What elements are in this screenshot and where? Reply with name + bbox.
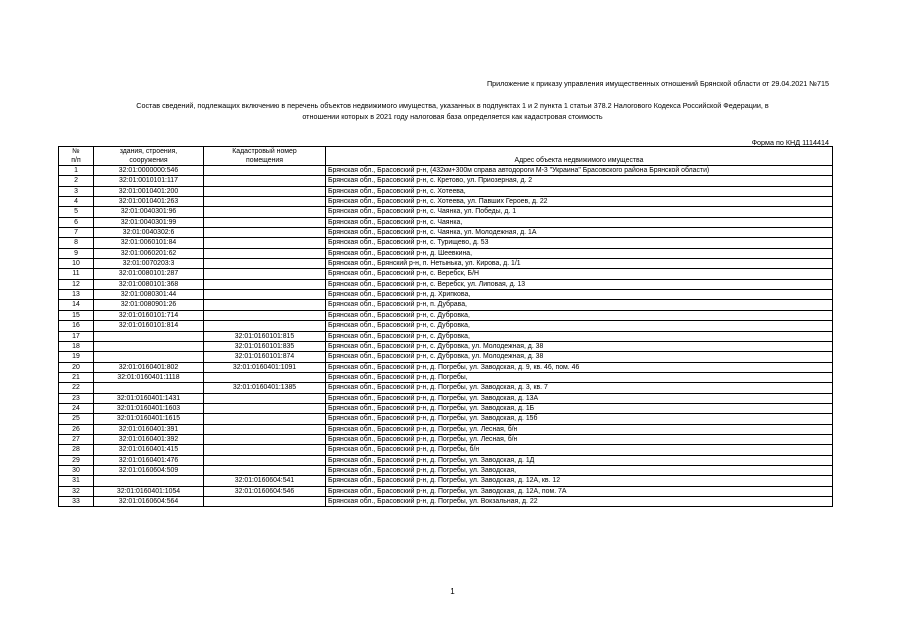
row-number-cell: 27 [59, 434, 94, 444]
premises-cadastral-cell [204, 393, 326, 403]
row-number-cell: 32 [59, 486, 94, 496]
row-number-cell: 23 [59, 393, 94, 403]
row-number-cell: 26 [59, 424, 94, 434]
table-row [59, 486, 833, 496]
premises-cadastral-cell: 32:01:0160401:1385 [204, 383, 326, 393]
table-row [59, 166, 833, 176]
document-title-line-2: отношении которых в 2021 году налоговая база определяется как кадастровая стоимость [302, 112, 603, 121]
premises-cadastral-cell: 32:01:0160604:546 [204, 486, 326, 496]
premises-cadastral-cell [204, 279, 326, 289]
address-cell: Брянская обл., Брасовский р-н, с. Дубровка, [326, 331, 833, 341]
premises-cadastral-cell [204, 310, 326, 320]
address-cell: Брянская обл., Брасовский р-н, с. Чаянка, ул. Победы, д. 1 [326, 207, 833, 217]
row-number-cell: 6 [59, 217, 94, 227]
row-number-cell: 12 [59, 279, 94, 289]
table-row [59, 176, 833, 186]
col-header-address [326, 147, 833, 166]
col-header-number-line-1: № [72, 148, 80, 155]
table-row [59, 476, 833, 486]
address-cell: Брянская обл., Брасовский р-н, с. Дубровка, ул. Молодежная, д. 38 [326, 352, 833, 362]
col-header-number [59, 147, 94, 166]
building-cadastral-cell: 32:01:0070203:3 [94, 259, 204, 269]
building-cadastral-cell: 32:01:0160401:1603 [94, 403, 204, 413]
address-cell: Брянская обл., Брасовский р-н, с. Чаянка, ул. Молодежная, д. 1А [326, 228, 833, 238]
row-number-cell: 10 [59, 259, 94, 269]
property-table [58, 146, 833, 507]
row-number-cell: 3 [59, 186, 94, 196]
table-row [59, 414, 833, 424]
table-row [59, 434, 833, 444]
row-number-cell: 4 [59, 197, 94, 207]
building-cadastral-cell [94, 383, 204, 393]
table-row [59, 269, 833, 279]
address-cell: Брянская обл., Брасовский р-н, с. Хотеева, [326, 186, 833, 196]
premises-cadastral-cell [204, 228, 326, 238]
building-cadastral-cell: 32:01:0080101:287 [94, 269, 204, 279]
row-number-cell: 29 [59, 455, 94, 465]
premises-cadastral-cell [204, 300, 326, 310]
table-row [59, 238, 833, 248]
col-header-premises-line-1: Кадастровый номер [232, 148, 297, 155]
row-number-cell: 24 [59, 403, 94, 413]
form-code: Форма по КНД 1114414 [751, 138, 829, 147]
premises-cadastral-cell [204, 424, 326, 434]
building-cadastral-cell: 32:01:0040301:99 [94, 217, 204, 227]
row-number-cell: 25 [59, 414, 94, 424]
table-row [59, 228, 833, 238]
address-cell: Брянская обл., Брасовский р-н, д. Погребы, ул. Вокзальная, д. 22 [326, 497, 833, 507]
premises-cadastral-cell [204, 248, 326, 258]
page-number: 1 [450, 587, 455, 596]
premises-cadastral-cell [204, 414, 326, 424]
table-row [59, 248, 833, 258]
building-cadastral-cell: 32:01:0160401:802 [94, 362, 204, 372]
premises-cadastral-cell [204, 372, 326, 382]
address-cell: Брянская обл., Брасовский р-н, (432км+300м справа автодороги М-3 "Украина" Брасовского района Брянской области) [326, 166, 833, 176]
building-cadastral-cell: 32:01:0080101:368 [94, 279, 204, 289]
building-cadastral-cell: 32:01:0040302:6 [94, 228, 204, 238]
address-cell: Брянская обл., Брасовский р-н, д. Погребы, ул. Заводская, д. 15б [326, 414, 833, 424]
premises-cadastral-cell [204, 207, 326, 217]
address-cell: Брянская обл., Брасовский р-н, д. Погребы, ул. Заводская, д. 3, кв. 7 [326, 383, 833, 393]
row-number-cell: 2 [59, 176, 94, 186]
row-number-cell: 17 [59, 331, 94, 341]
premises-cadastral-cell: 32:01:0160604:541 [204, 476, 326, 486]
row-number-cell: 11 [59, 269, 94, 279]
building-cadastral-cell: 32:01:0160604:509 [94, 465, 204, 475]
address-cell: Брянская обл., Брасовский р-н, с. Чаянка, [326, 217, 833, 227]
address-cell: Брянская обл., Брасовский р-н, д. Погребы, ул. Заводская, д. 12А, пом. 7А [326, 486, 833, 496]
row-number-cell: 28 [59, 445, 94, 455]
building-cadastral-cell: 32:01:0160401:392 [94, 434, 204, 444]
building-cadastral-cell: 32:01:0080301:44 [94, 290, 204, 300]
col-header-premises-line-2: помещения [246, 157, 283, 164]
address-cell: Брянская обл., Брасовский р-н, д. Погребы, [326, 372, 833, 382]
document-title-line-1: Состав сведений, подлежащих включению в перечень объектов недвижимого имущества, указанных в подпунктах 1 и 2 пункта 1 статьи 378.2 Налогового Кодекса Российской Федерации, в [136, 101, 769, 110]
table-row [59, 290, 833, 300]
table-row [59, 424, 833, 434]
row-number-cell: 14 [59, 300, 94, 310]
table-row [59, 279, 833, 289]
address-cell: Брянская обл., Брасовский р-н, д. Погребы, ул. Заводская, д. 12А, кв. 12 [326, 476, 833, 486]
building-cadastral-cell: 32:01:0160604:564 [94, 497, 204, 507]
row-number-cell: 20 [59, 362, 94, 372]
premises-cadastral-cell [204, 434, 326, 444]
appendix-note: Приложение к приказу управления имущественных отношений Брянской области от 29.04.2021 №715 [486, 79, 829, 88]
table-row [59, 341, 833, 351]
table-row [59, 310, 833, 320]
building-cadastral-cell: 32:01:0160401:1054 [94, 486, 204, 496]
premises-cadastral-cell: 32:01:0160101:874 [204, 352, 326, 362]
row-number-cell: 19 [59, 352, 94, 362]
table-row [59, 372, 833, 382]
col-header-premises [204, 147, 326, 166]
address-cell: Брянская обл., Брасовский р-н, д. Погребы, ул. Заводская, [326, 465, 833, 475]
row-number-cell: 7 [59, 228, 94, 238]
address-cell: Брянская обл., Брасовский р-н, с. Веребск, Б/Н [326, 269, 833, 279]
table-row [59, 362, 833, 372]
col-header-number-line-2: п/п [71, 157, 81, 164]
row-number-cell: 9 [59, 248, 94, 258]
table-row [59, 300, 833, 310]
address-cell: Брянская обл., Брасовский р-н, с. Веребск, ул. Липовая, д. 13 [326, 279, 833, 289]
address-cell: Брянская обл., Брянский р-н, п. Нетынька, ул. Кирова, д. 1/1 [326, 259, 833, 269]
premises-cadastral-cell: 32:01:0160101:835 [204, 341, 326, 351]
table-row [59, 331, 833, 341]
col-header-building-line-2: сооружения [129, 157, 168, 164]
premises-cadastral-cell [204, 445, 326, 455]
row-number-cell: 16 [59, 321, 94, 331]
building-cadastral-cell: 32:01:0080901:26 [94, 300, 204, 310]
col-header-building [94, 147, 204, 166]
premises-cadastral-cell [204, 455, 326, 465]
building-cadastral-cell: 32:01:0160401:391 [94, 424, 204, 434]
address-cell: Брянская обл., Брасовский р-н, п. Дубрава, [326, 300, 833, 310]
row-number-cell: 8 [59, 238, 94, 248]
table-row [59, 403, 833, 413]
premises-cadastral-cell [204, 403, 326, 413]
row-number-cell: 33 [59, 497, 94, 507]
building-cadastral-cell [94, 331, 204, 341]
building-cadastral-cell: 32:01:0160401:1118 [94, 372, 204, 382]
building-cadastral-cell: 32:01:0160101:814 [94, 321, 204, 331]
address-cell: Брянская обл., Брасовский р-н, д. Погребы, ул. Заводская, д. 1Д [326, 455, 833, 465]
premises-cadastral-cell [204, 166, 326, 176]
table-body [59, 166, 833, 507]
address-cell: Брянская обл., Брасовский р-н, с. Дубровка, [326, 321, 833, 331]
premises-cadastral-cell [204, 238, 326, 248]
address-cell: Брянская обл., Брасовский р-н, с. Хотеева, ул. Павших Героев, д. 22 [326, 197, 833, 207]
table-row [59, 383, 833, 393]
premises-cadastral-cell: 32:01:0160401:1091 [204, 362, 326, 372]
col-header-building-line-1: здания, строения, [119, 148, 178, 155]
table-row [59, 393, 833, 403]
address-cell: Брянская обл., Брасовский р-н, д. Погребы, ул. Заводская, д. 9, кв. 46, пом. 46 [326, 362, 833, 372]
building-cadastral-cell [94, 341, 204, 351]
table-header-row [59, 147, 833, 166]
building-cadastral-cell: 32:01:0010101:117 [94, 176, 204, 186]
premises-cadastral-cell [204, 259, 326, 269]
premises-cadastral-cell [204, 186, 326, 196]
building-cadastral-cell: 32:01:0160401:476 [94, 455, 204, 465]
table-row [59, 259, 833, 269]
row-number-cell: 1 [59, 166, 94, 176]
table-row [59, 352, 833, 362]
row-number-cell: 5 [59, 207, 94, 217]
premises-cadastral-cell [204, 321, 326, 331]
row-number-cell: 22 [59, 383, 94, 393]
address-cell: Брянская обл., Брасовский р-н, д. Погребы, ул. Лесная, б/н [326, 424, 833, 434]
premises-cadastral-cell [204, 269, 326, 279]
building-cadastral-cell: 32:01:0060201:62 [94, 248, 204, 258]
row-number-cell: 30 [59, 465, 94, 475]
building-cadastral-cell: 32:01:0160401:1431 [94, 393, 204, 403]
col-header-address-line-1: Адрес объекта недвижимого имущества [514, 157, 644, 164]
table-row [59, 186, 833, 196]
address-cell: Брянская обл., Брасовский р-н, д. Хрипкова, [326, 290, 833, 300]
table-row [59, 497, 833, 507]
premises-cadastral-cell [204, 465, 326, 475]
premises-cadastral-cell [204, 197, 326, 207]
address-cell: Брянская обл., Брасовский р-н, с. Турищево, д. 53 [326, 238, 833, 248]
premises-cadastral-cell [204, 176, 326, 186]
building-cadastral-cell [94, 476, 204, 486]
table-row [59, 455, 833, 465]
row-number-cell: 31 [59, 476, 94, 486]
premises-cadastral-cell [204, 290, 326, 300]
address-cell: Брянская обл., Брасовский р-н, д. Погребы, ул. Заводская, д. 13А [326, 393, 833, 403]
table-row [59, 217, 833, 227]
premises-cadastral-cell: 32:01:0160101:815 [204, 331, 326, 341]
row-number-cell: 15 [59, 310, 94, 320]
row-number-cell: 13 [59, 290, 94, 300]
address-cell: Брянская обл., Брасовский р-н, д. Погребы, б/н [326, 445, 833, 455]
address-cell: Брянская обл., Брасовский р-н, д. Погребы, ул. Лесная, б/н [326, 434, 833, 444]
row-number-cell: 18 [59, 341, 94, 351]
premises-cadastral-cell [204, 217, 326, 227]
address-cell: Брянская обл., Брасовский р-н, д. Шеевкина, [326, 248, 833, 258]
address-cell: Брянская обл., Брасовский р-н, с. Кретово, ул. Приозерная, д. 2 [326, 176, 833, 186]
table-row [59, 207, 833, 217]
table-row [59, 197, 833, 207]
building-cadastral-cell [94, 352, 204, 362]
table-row [59, 321, 833, 331]
address-cell: Брянская обл., Брасовский р-н, д. Погребы, ул. Заводская, д. 1Б [326, 403, 833, 413]
premises-cadastral-cell [204, 497, 326, 507]
building-cadastral-cell: 32:01:0160401:415 [94, 445, 204, 455]
row-number-cell: 21 [59, 372, 94, 382]
building-cadastral-cell: 32:01:0060101:84 [94, 238, 204, 248]
building-cadastral-cell: 32:01:0160401:1615 [94, 414, 204, 424]
building-cadastral-cell: 32:01:0160101:714 [94, 310, 204, 320]
table-row [59, 465, 833, 475]
building-cadastral-cell: 32:01:0010401:200 [94, 186, 204, 196]
address-cell: Брянская обл., Брасовский р-н, с. Дубровка, [326, 310, 833, 320]
building-cadastral-cell: 32:01:0000000:546 [94, 166, 204, 176]
building-cadastral-cell: 32:01:0010401:263 [94, 197, 204, 207]
address-cell: Брянская обл., Брасовский р-н, с. Дубровка, ул. Молодежная, д. 38 [326, 341, 833, 351]
building-cadastral-cell: 32:01:0040301:96 [94, 207, 204, 217]
table-row [59, 445, 833, 455]
